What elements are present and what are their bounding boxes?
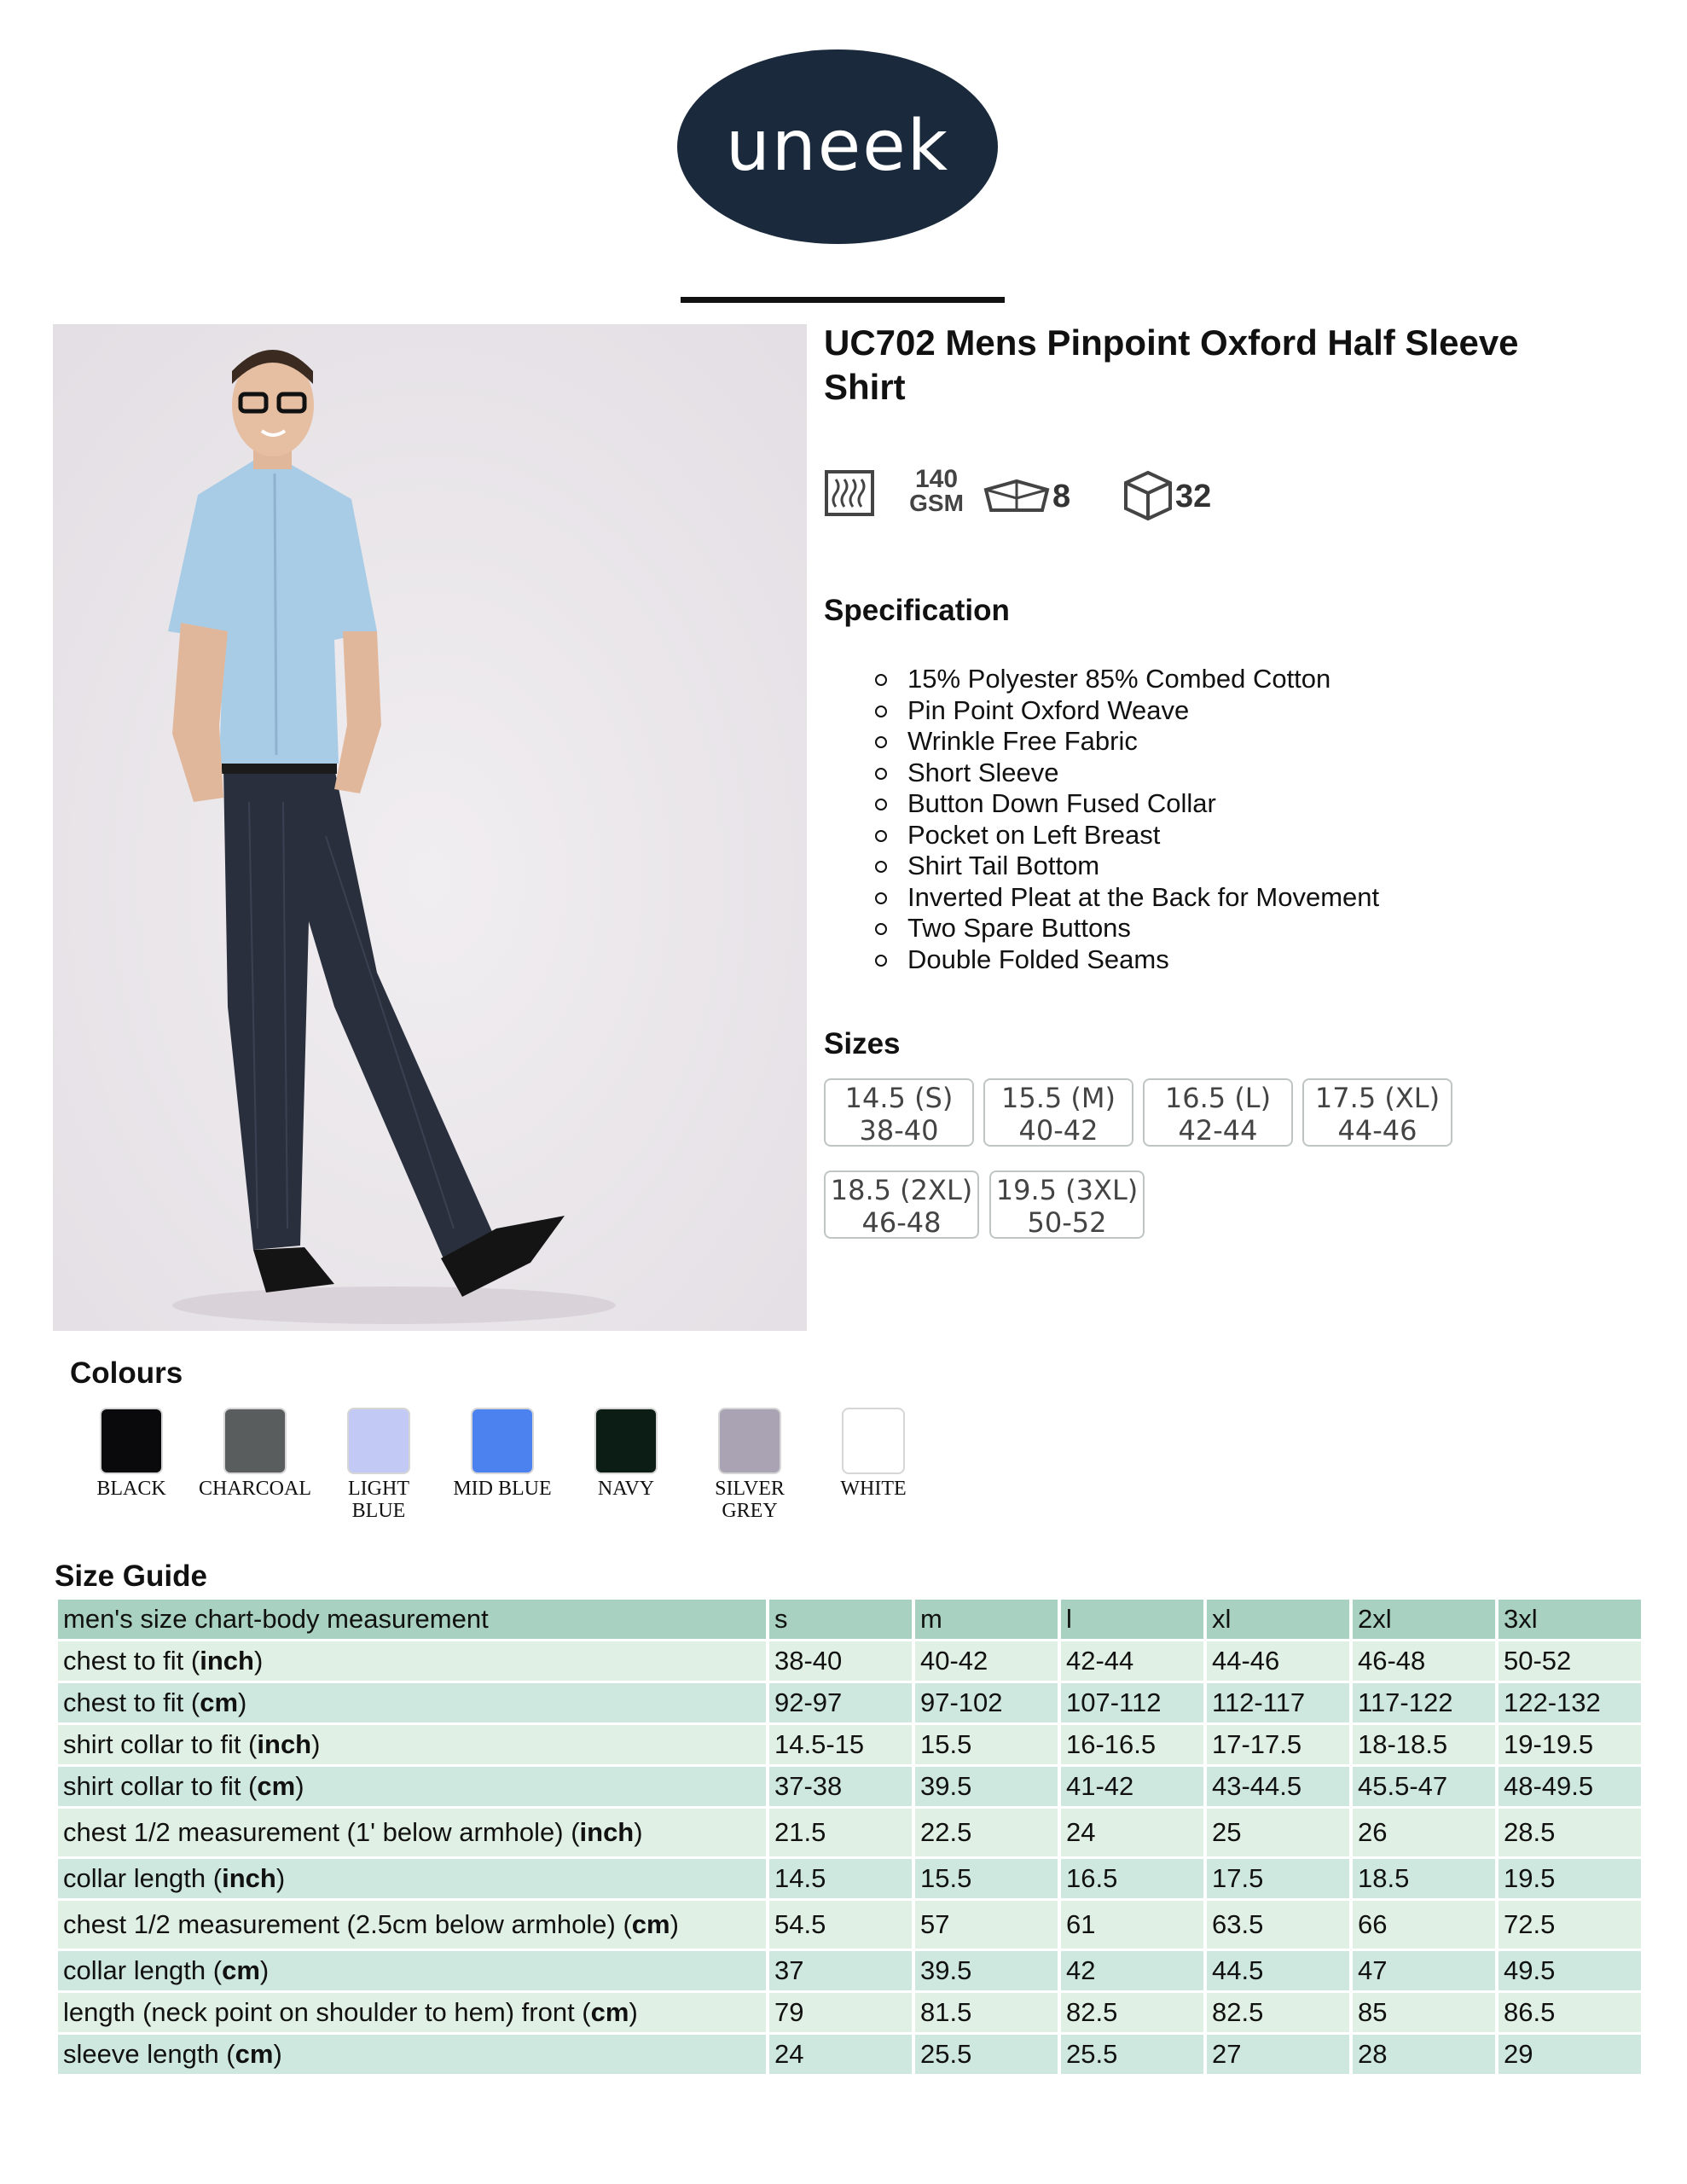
spec-item: 15% Polyester 85% Combed Cotton (870, 664, 1379, 695)
table-cell: 82.5 (1207, 1993, 1349, 2032)
size-guide-header-size: m (915, 1600, 1058, 1639)
table-cell: 15.5 (915, 1859, 1058, 1898)
table-cell: 17.5 (1207, 1859, 1349, 1898)
colour-name: LIGHT BLUE (348, 1478, 409, 1522)
table-cell: 25 (1207, 1809, 1349, 1856)
colour-name: WHITE (840, 1478, 907, 1500)
row-label-close: ) (629, 1997, 638, 2027)
table-cell: 40-42 (915, 1641, 1058, 1681)
table-cell: 41-42 (1061, 1767, 1203, 1806)
table-cell: 39.5 (915, 1767, 1058, 1806)
pack-quantity: 8 (1052, 479, 1071, 514)
table-cell: 29 (1499, 2035, 1641, 2074)
spec-list (870, 664, 1379, 975)
size-guide-header-size: 2xl (1353, 1600, 1495, 1639)
row-unit: cm (222, 1955, 260, 1985)
table-row (58, 2035, 1641, 2074)
spec-item: Double Folded Seams (870, 944, 1379, 976)
size-guide-header-size: s (769, 1600, 912, 1639)
table-cell: 25.5 (1061, 2035, 1203, 2074)
spec-item: Two Spare Buttons (870, 913, 1379, 944)
size-label: 16.5 (L) (1164, 1082, 1272, 1114)
table-cell: 97-102 (915, 1683, 1058, 1722)
size-guide-header-size: 3xl (1499, 1600, 1641, 1639)
size-range: 38-40 (859, 1114, 939, 1147)
table-cell: 117-122 (1353, 1683, 1495, 1722)
table-cell: 107-112 (1061, 1683, 1203, 1722)
row-label (58, 1767, 766, 1806)
row-label (58, 1951, 766, 1990)
size-option-l[interactable] (1143, 1078, 1293, 1147)
colour-option[interactable] (690, 1408, 809, 1522)
row-unit: inch (200, 1646, 254, 1676)
row-label-text: collar length ( (63, 1863, 223, 1893)
colours-heading: Colours (70, 1356, 183, 1390)
table-row (58, 1641, 1641, 1681)
table-cell: 26 (1353, 1809, 1495, 1856)
table-cell: 17-17.5 (1207, 1725, 1349, 1764)
size-option-3xl[interactable] (989, 1170, 1145, 1239)
size-guide-table (55, 1597, 1644, 2077)
size-label: 19.5 (3XL) (995, 1174, 1139, 1206)
table-cell: 16.5 (1061, 1859, 1203, 1898)
row-label-close: ) (238, 1687, 247, 1717)
colour-swatch (100, 1408, 163, 1474)
table-cell: 57 (915, 1901, 1058, 1949)
table-cell: 14.5-15 (769, 1725, 912, 1764)
colour-swatch (842, 1408, 905, 1474)
table-cell: 39.5 (915, 1951, 1058, 1990)
gsm-icon (902, 465, 971, 516)
row-unit: cm (631, 1909, 670, 1939)
box-quantity: 32 (1175, 479, 1212, 514)
table-cell: 44-46 (1207, 1641, 1349, 1681)
table-row (58, 1993, 1641, 2032)
spec-item: Pocket on Left Breast (870, 820, 1379, 851)
spec-item: Wrinkle Free Fabric (870, 726, 1379, 758)
table-row (58, 1725, 1641, 1764)
table-cell: 63.5 (1207, 1901, 1349, 1949)
table-cell: 47 (1353, 1951, 1495, 1990)
table-cell: 54.5 (769, 1901, 912, 1949)
row-label-text: chest 1/2 measurement (2.5cm below armhole) ( (63, 1909, 632, 1939)
colour-name: MID BLUE (453, 1478, 552, 1500)
row-label-close: ) (273, 2039, 282, 2069)
row-label-close: ) (259, 1955, 270, 1985)
product-title: UC702 Mens Pinpoint Oxford Half Sleeve Shirt (824, 322, 1519, 407)
colour-swatch (594, 1408, 658, 1474)
row-label-text: collar length ( (63, 1955, 223, 1985)
table-row (58, 1951, 1641, 1990)
row-label-close: ) (670, 1909, 679, 1939)
sizes-heading: Sizes (824, 1027, 901, 1060)
colour-option[interactable] (814, 1408, 933, 1500)
logo-divider (681, 297, 1005, 303)
table-row (58, 1901, 1641, 1949)
size-guide-header-size: l (1061, 1600, 1203, 1639)
table-cell: 86.5 (1499, 1993, 1641, 2032)
colour-name: CHARCOAL (198, 1478, 311, 1500)
table-cell: 42-44 (1061, 1641, 1203, 1681)
row-label (58, 1993, 766, 2032)
table-cell: 16-16.5 (1061, 1725, 1203, 1764)
table-cell: 85 (1353, 1993, 1495, 2032)
row-label (58, 1683, 766, 1722)
size-range: 40-42 (1018, 1114, 1099, 1147)
row-unit: inch (579, 1817, 635, 1847)
size-label: 17.5 (XL) (1314, 1082, 1441, 1114)
table-cell: 14.5 (769, 1859, 912, 1898)
colour-option[interactable] (566, 1408, 686, 1500)
table-cell: 18.5 (1353, 1859, 1495, 1898)
size-label: 18.5 (2XL) (830, 1174, 973, 1206)
table-cell: 81.5 (915, 1993, 1058, 2032)
table-cell: 72.5 (1499, 1901, 1641, 1949)
colour-name: BLACK (96, 1478, 166, 1500)
colour-name: SILVER GREY (715, 1478, 785, 1522)
table-cell: 37-38 (769, 1767, 912, 1806)
table-cell: 50-52 (1499, 1641, 1641, 1681)
spec-item: Short Sleeve (870, 758, 1379, 789)
row-label-text: sleeve length ( (63, 2039, 235, 2069)
table-cell: 19-19.5 (1499, 1725, 1641, 1764)
row-unit: cm (235, 2039, 274, 2069)
colour-swatch (718, 1408, 781, 1474)
size-guide-header-size: xl (1207, 1600, 1349, 1639)
table-cell: 79 (769, 1993, 912, 2032)
row-label-text: chest to fit ( (63, 1646, 200, 1676)
brand-logo (675, 48, 1000, 246)
table-cell: 112-117 (1207, 1683, 1349, 1722)
size-guide-heading: Size Guide (55, 1560, 207, 1593)
colour-swatch (347, 1408, 410, 1474)
row-label (58, 1859, 766, 1898)
row-label-close: ) (311, 1729, 321, 1759)
table-cell: 19.5 (1499, 1859, 1641, 1898)
colour-name: NAVY (597, 1478, 655, 1500)
size-range: 42-44 (1178, 1114, 1258, 1147)
colour-option[interactable] (195, 1408, 315, 1500)
colour-swatch (471, 1408, 534, 1474)
product-icons (824, 465, 1336, 529)
size-option-2xl[interactable] (824, 1170, 979, 1239)
row-label-close: ) (253, 1646, 264, 1676)
table-cell: 25.5 (915, 2035, 1058, 2074)
colour-option[interactable] (72, 1408, 191, 1500)
heat-icon (824, 469, 875, 521)
table-row (58, 1809, 1641, 1856)
gsm-value: 140 (914, 465, 959, 493)
table-row (58, 1859, 1641, 1898)
row-label (58, 1725, 766, 1764)
row-label-close: ) (295, 1771, 304, 1801)
table-cell: 44.5 (1207, 1951, 1349, 1990)
table-cell: 24 (1061, 1809, 1203, 1856)
row-label-text: chest 1/2 measurement (1' below armhole) ( (63, 1817, 580, 1847)
pack-icon (983, 473, 1051, 520)
table-cell: 46-48 (1353, 1641, 1495, 1681)
colour-option[interactable] (319, 1408, 438, 1522)
row-unit: cm (257, 1771, 296, 1801)
spec-heading: Specification (824, 594, 1010, 627)
table-cell: 28 (1353, 2035, 1495, 2074)
size-guide-header-label: men's size chart-body measurement (58, 1600, 766, 1639)
gsm-unit: GSM (909, 490, 964, 516)
table-row (58, 1767, 1641, 1806)
size-label: 15.5 (M) (1001, 1082, 1116, 1114)
logo-text: uneek (725, 106, 950, 187)
table-cell: 66 (1353, 1901, 1495, 1949)
size-option-s[interactable] (824, 1078, 974, 1147)
size-option-xl[interactable] (1302, 1078, 1452, 1147)
size-range: 50-52 (1027, 1206, 1107, 1239)
row-label (58, 1641, 766, 1681)
colour-swatch (223, 1408, 287, 1474)
table-cell: 22.5 (915, 1809, 1058, 1856)
size-range: 46-48 (861, 1206, 942, 1239)
row-unit: cm (590, 1997, 629, 2027)
row-unit: inch (222, 1863, 276, 1893)
spec-item: Button Down Fused Collar (870, 788, 1379, 820)
box-icon (1121, 468, 1175, 526)
size-guide-header-row (58, 1600, 1641, 1639)
row-unit: cm (200, 1687, 239, 1717)
table-cell: 43-44.5 (1207, 1767, 1349, 1806)
row-label-close: ) (275, 1863, 286, 1893)
table-cell: 42 (1061, 1951, 1203, 1990)
row-label-text: chest to fit ( (63, 1687, 200, 1717)
row-label-text: shirt collar to fit ( (63, 1729, 258, 1759)
row-label-text: shirt collar to fit ( (63, 1771, 258, 1801)
row-label (58, 1809, 766, 1856)
table-cell: 18-18.5 (1353, 1725, 1495, 1764)
table-cell: 122-132 (1499, 1683, 1641, 1722)
product-photo (53, 324, 807, 1331)
row-label-close: ) (634, 1817, 643, 1847)
table-cell: 45.5-47 (1353, 1767, 1495, 1806)
table-cell: 28.5 (1499, 1809, 1641, 1856)
row-unit: inch (257, 1729, 312, 1759)
table-cell: 15.5 (915, 1725, 1058, 1764)
spec-item: Shirt Tail Bottom (870, 851, 1379, 882)
table-cell: 92-97 (769, 1683, 912, 1722)
spec-item: Inverted Pleat at the Back for Movement (870, 882, 1379, 914)
spec-item: Pin Point Oxford Weave (870, 695, 1379, 727)
size-option-m[interactable] (983, 1078, 1133, 1147)
table-cell: 21.5 (769, 1809, 912, 1856)
colour-option[interactable] (443, 1408, 562, 1500)
table-cell: 37 (769, 1951, 912, 1990)
table-cell: 49.5 (1499, 1951, 1641, 1990)
table-cell: 48-49.5 (1499, 1767, 1641, 1806)
table-cell: 82.5 (1061, 1993, 1203, 2032)
table-cell: 24 (769, 2035, 912, 2074)
row-label (58, 1901, 766, 1949)
table-cell: 27 (1207, 2035, 1349, 2074)
size-range: 44-46 (1337, 1114, 1417, 1147)
size-label: 14.5 (S) (844, 1082, 954, 1114)
table-row (58, 1683, 1641, 1722)
row-label (58, 2035, 766, 2074)
table-cell: 61 (1061, 1901, 1203, 1949)
row-label-text: length (neck point on shoulder to hem) front ( (63, 1997, 591, 2027)
table-cell: 38-40 (769, 1641, 912, 1681)
